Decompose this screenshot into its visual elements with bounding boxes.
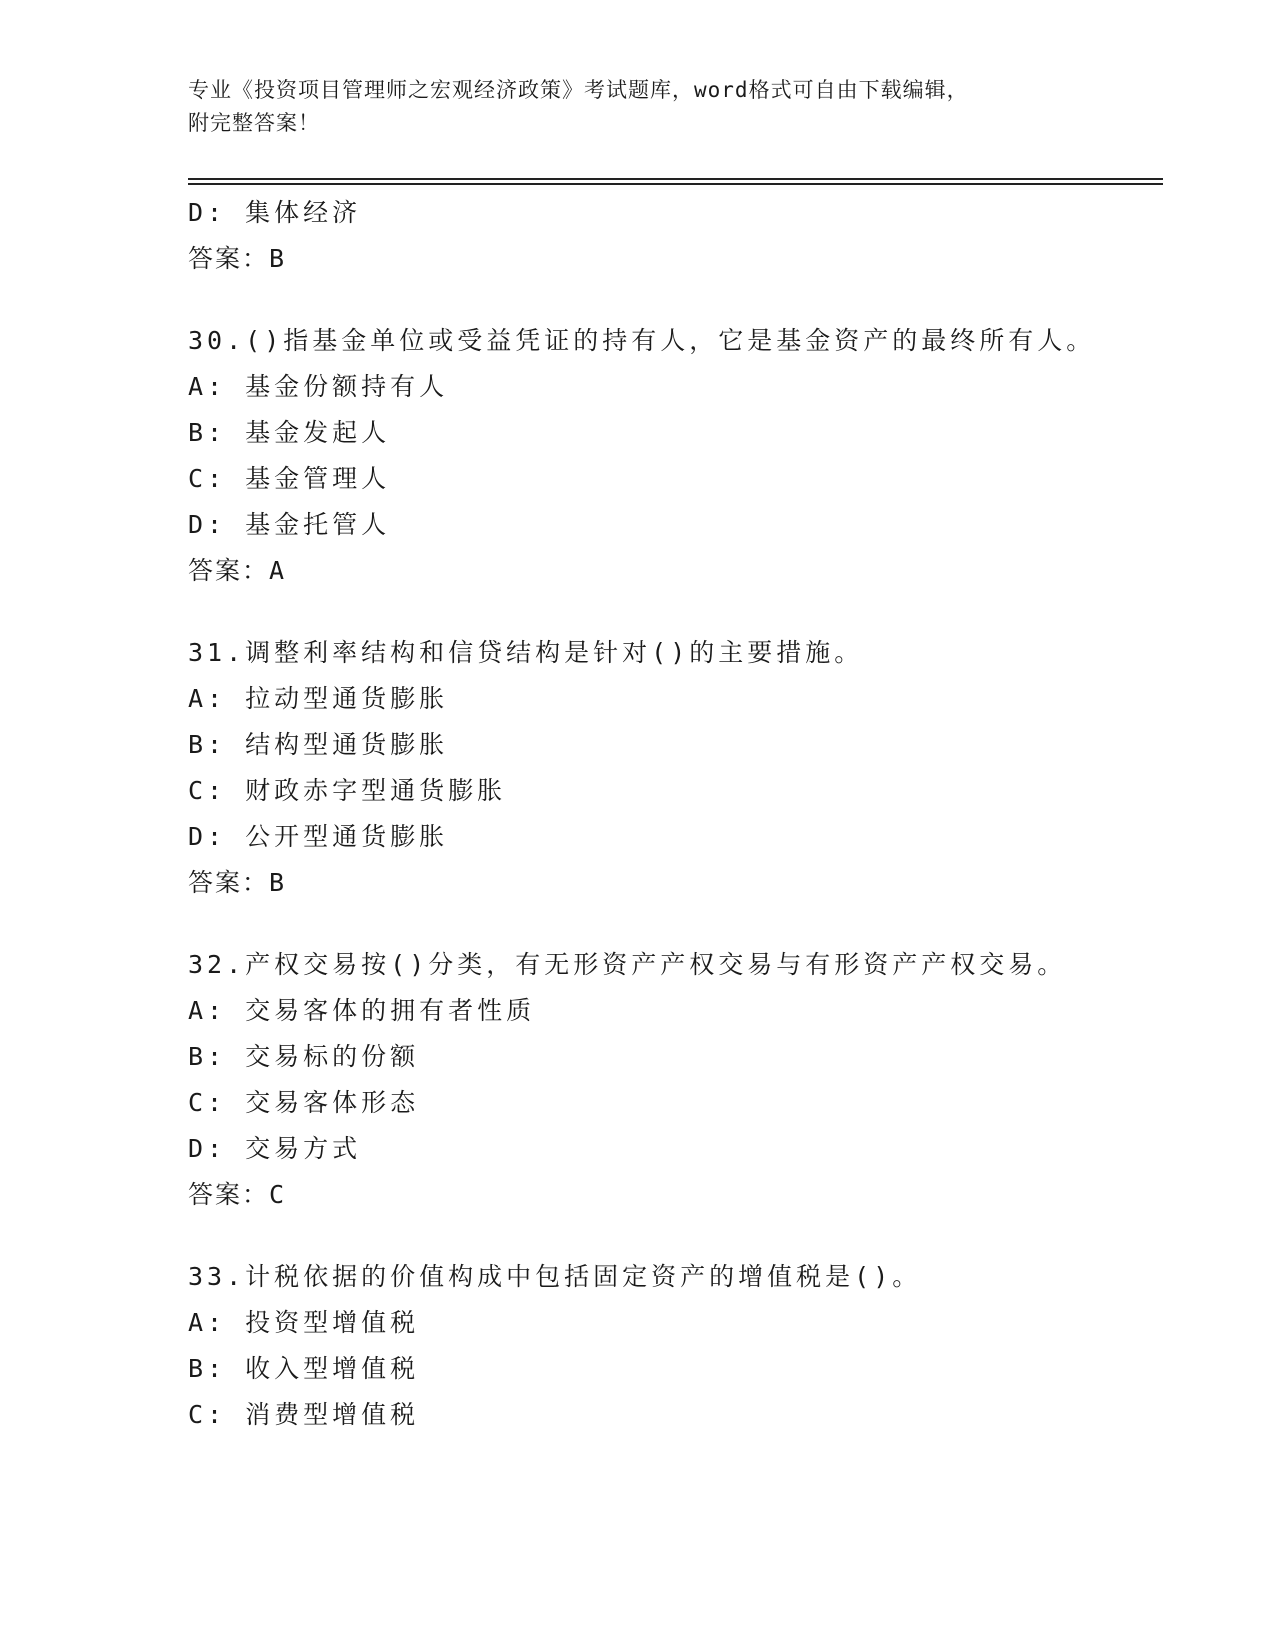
answer-label: 答案： xyxy=(188,868,270,897)
question-stem: 31.调整利率结构和信贷结构是针对()的主要措施。 xyxy=(188,638,864,667)
answer-line xyxy=(188,548,1163,594)
answer-value: A xyxy=(269,556,287,585)
answer-line xyxy=(188,860,1163,906)
question-33 xyxy=(188,1254,1163,1438)
option-b: B: 基金发起人 xyxy=(188,418,391,447)
option-b: B: 收入型增值税 xyxy=(188,1354,420,1383)
document-header xyxy=(188,74,1088,140)
option-c: C: 基金管理人 xyxy=(188,464,391,493)
answer-label: 答案： xyxy=(188,244,270,273)
question-29-tail xyxy=(188,190,1163,282)
header-line-2: 附完整答案！ xyxy=(188,111,320,135)
option-c: C: 交易客体形态 xyxy=(188,1088,420,1117)
question-32 xyxy=(188,942,1163,1218)
answer-value: C xyxy=(269,1180,287,1209)
answer-label: 答案： xyxy=(188,556,270,585)
header-divider-bottom xyxy=(188,183,1163,185)
option-b: B: 交易标的份额 xyxy=(188,1042,420,1071)
option-c: C: 财政赤字型通货膨胀 xyxy=(188,776,507,805)
option-d: D: 集体经济 xyxy=(188,198,362,227)
header-line-1: 专业《投资项目管理师之宏观经济政策》考试题库，word格式可自由下载编辑， xyxy=(188,78,969,102)
answer-line xyxy=(188,236,1163,282)
option-a: A: 拉动型通货膨胀 xyxy=(188,684,449,713)
option-a: A: 基金份额持有人 xyxy=(188,372,449,401)
answer-label: 答案： xyxy=(188,1180,270,1209)
question-stem: 30.()指基金单位或受益凭证的持有人，它是基金资产的最终所有人。 xyxy=(188,326,1096,355)
question-30 xyxy=(188,318,1163,594)
option-c: C: 消费型增值税 xyxy=(188,1400,420,1429)
answer-line xyxy=(188,1172,1163,1218)
question-list xyxy=(188,190,1163,1438)
answer-value: B xyxy=(269,244,287,273)
option-d: D: 交易方式 xyxy=(188,1134,362,1163)
header-divider-top xyxy=(188,178,1163,180)
option-d: D: 基金托管人 xyxy=(188,510,391,539)
option-b: B: 结构型通货膨胀 xyxy=(188,730,449,759)
question-31 xyxy=(188,630,1163,906)
option-a: A: 交易客体的拥有者性质 xyxy=(188,996,536,1025)
option-a: A: 投资型增值税 xyxy=(188,1308,420,1337)
question-stem: 33.计税依据的价值构成中包括固定资产的增值税是()。 xyxy=(188,1262,922,1291)
answer-value: B xyxy=(269,868,287,897)
question-stem: 32.产权交易按()分类，有无形资产产权交易与有形资产产权交易。 xyxy=(188,950,1067,979)
option-d: D: 公开型通货膨胀 xyxy=(188,822,449,851)
